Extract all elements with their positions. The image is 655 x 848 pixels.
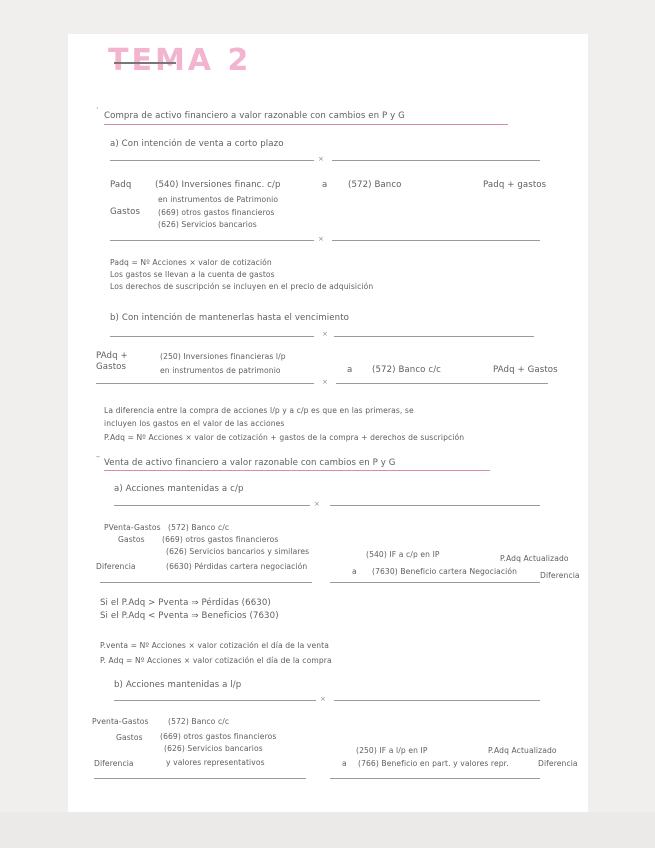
ledger-rule-right bbox=[336, 383, 548, 384]
entry-diff-account: (6630) Pérdidas cartera negociación bbox=[166, 562, 308, 571]
entry-credit-account: (572) Banco c/c bbox=[372, 365, 442, 375]
note-line: P.Adq = Nº Acciones × valor de cotización + gastos de la compra + derechos de suscripción bbox=[104, 433, 465, 442]
entry-diff-credit-amount: Diferencia bbox=[538, 759, 578, 768]
entry-gastos-account-2: (626) Servicios bancarios bbox=[164, 744, 263, 753]
entry-diff-credit-account: (7630) Beneficio cartera Negociación bbox=[372, 567, 518, 576]
entry-credit-amount: P.Adq Actualizado bbox=[500, 554, 569, 563]
ledger-x-mark: × bbox=[322, 330, 328, 338]
entry-debit-label: PVenta-Gastos bbox=[104, 523, 161, 532]
entry-gastos-label: Gastos bbox=[110, 207, 141, 217]
ledger-rule-left bbox=[110, 336, 314, 337]
ledger-rule-left bbox=[96, 383, 314, 384]
ledger-rule-left bbox=[114, 505, 310, 506]
entry-diff-account: y valores representativos bbox=[166, 758, 265, 767]
section1-heading-underline bbox=[104, 124, 508, 125]
entry-gastos-account-1: (669) otros gastos financieros bbox=[158, 208, 275, 217]
entry-debit-account: (572) Banco c/c bbox=[168, 717, 230, 726]
entry-debit-label: PAdq + bbox=[96, 351, 128, 361]
note-line: Los derechos de suscripción se incluyen en el precio de adquisición bbox=[110, 282, 374, 291]
entry-diff-credit-account: (766) Beneficio en part. y valores repr. bbox=[358, 759, 509, 768]
section1-heading: Compra de activo financiero a valor razonable con cambios en P y G bbox=[104, 111, 405, 121]
ledger-rule-right bbox=[330, 505, 540, 506]
entry-credit-account: (572) Banco bbox=[348, 180, 402, 190]
entry-credit-amount: Padq + gastos bbox=[483, 180, 547, 190]
ledger-rule-left bbox=[114, 700, 316, 701]
ledger-rule-right bbox=[330, 778, 540, 779]
note-line: Los gastos se llevan a la cuenta de gastos bbox=[110, 270, 275, 279]
entry-debit-account: (572) Banco c/c bbox=[168, 523, 230, 532]
ledger-x-mark: × bbox=[318, 155, 324, 163]
entry-credit-account: (540) IF a c/p en IP bbox=[366, 550, 440, 559]
entry-credit-account: (250) IF a l/p en IP bbox=[356, 746, 428, 755]
section2-b-heading: b) Acciones mantenidas a l/p bbox=[114, 680, 242, 690]
entry-gastos-account-1: (669) otros gastos financieros bbox=[160, 732, 277, 741]
entry-gastos-account-2: (626) Servicios bancarios y similares bbox=[166, 547, 310, 556]
ledger-x-mark: × bbox=[322, 378, 328, 386]
entry-debit-label: Padq bbox=[110, 180, 132, 190]
entry-gastos-label: Gastos bbox=[116, 733, 143, 742]
entry-connector: a bbox=[347, 365, 353, 375]
section1-b-heading: b) Con intención de mantenerlas hasta el vencimiento bbox=[110, 313, 350, 323]
entry-gastos-account-2: (626) Servicios bancarios bbox=[158, 220, 257, 229]
bullet-marker: – bbox=[96, 452, 100, 461]
ledger-rule-right bbox=[332, 160, 540, 161]
section2-heading-underline bbox=[104, 470, 490, 471]
entry-debit-account-cont: en instrumentos de Patrimonio bbox=[158, 195, 279, 204]
ledger-rule-left bbox=[110, 240, 314, 241]
entry-diff-label: Diferencia bbox=[94, 759, 134, 768]
entry-connector: a bbox=[322, 180, 328, 190]
page-bottom-margin bbox=[0, 812, 655, 848]
rule-line: Si el P.Adq < Pventa ⇒ Beneficios (7630) bbox=[100, 611, 279, 621]
entry-debit-account: (540) Inversiones financ. c/p bbox=[155, 180, 281, 190]
ledger-rule-right bbox=[332, 240, 540, 241]
entry-connector: a bbox=[352, 567, 357, 576]
entry-debit-account-cont: en instrumentos de patrimonio bbox=[160, 366, 281, 375]
bullet-marker: · bbox=[96, 104, 99, 113]
entry-debit-account: (250) Inversiones financieras l/p bbox=[160, 352, 286, 361]
entry-debit-label-2: Gastos bbox=[96, 362, 127, 372]
section2-heading: Venta de activo financiero a valor razonable con cambios en P y G bbox=[104, 458, 396, 468]
ledger-x-mark: × bbox=[314, 500, 320, 508]
note-line: Padq = Nº Acciones × valor de cotización bbox=[110, 258, 272, 267]
entry-credit-amount: P.Adq Actualizado bbox=[488, 746, 557, 755]
rule-line: Si el P.Adq > Pventa ⇒ Pérdidas (6630) bbox=[100, 598, 271, 608]
ledger-rule-right bbox=[330, 582, 540, 583]
ledger-x-mark: × bbox=[318, 235, 324, 243]
ledger-rule-left bbox=[110, 160, 314, 161]
ledger-x-mark: × bbox=[320, 695, 326, 703]
ledger-rule-left bbox=[94, 778, 306, 779]
entry-connector: a bbox=[342, 759, 347, 768]
section2-a-heading: a) Acciones mantenidas a c/p bbox=[114, 484, 244, 494]
title-underline bbox=[114, 62, 176, 64]
note-line: incluyen los gastos en el valor de las acciones bbox=[104, 419, 285, 428]
formula-line: P.venta = Nº Acciones × valor cotización el día de la venta bbox=[100, 641, 330, 650]
formula-line: P. Adq = Nº Acciones × valor cotización el día de la compra bbox=[100, 656, 332, 665]
page-title: TEMA 2 bbox=[108, 43, 252, 78]
entry-gastos-label: Gastos bbox=[118, 535, 145, 544]
ledger-rule-left bbox=[100, 582, 312, 583]
entry-diff-label: Diferencia bbox=[96, 562, 136, 571]
section1-a-heading: a) Con intención de venta a corto plazo bbox=[110, 139, 284, 149]
entry-gastos-account-1: (669) otros gastos financieros bbox=[162, 535, 279, 544]
ledger-rule-right bbox=[334, 700, 540, 701]
entry-credit-amount: PAdq + Gastos bbox=[493, 365, 558, 375]
note-line: La diferencia entre la compra de acciones l/p y a c/p es que en las primeras, se bbox=[104, 406, 414, 415]
ledger-rule-right bbox=[334, 336, 534, 337]
entry-debit-label: Pventa-Gastos bbox=[92, 717, 149, 726]
entry-diff-credit-amount: Diferencia bbox=[540, 571, 580, 580]
